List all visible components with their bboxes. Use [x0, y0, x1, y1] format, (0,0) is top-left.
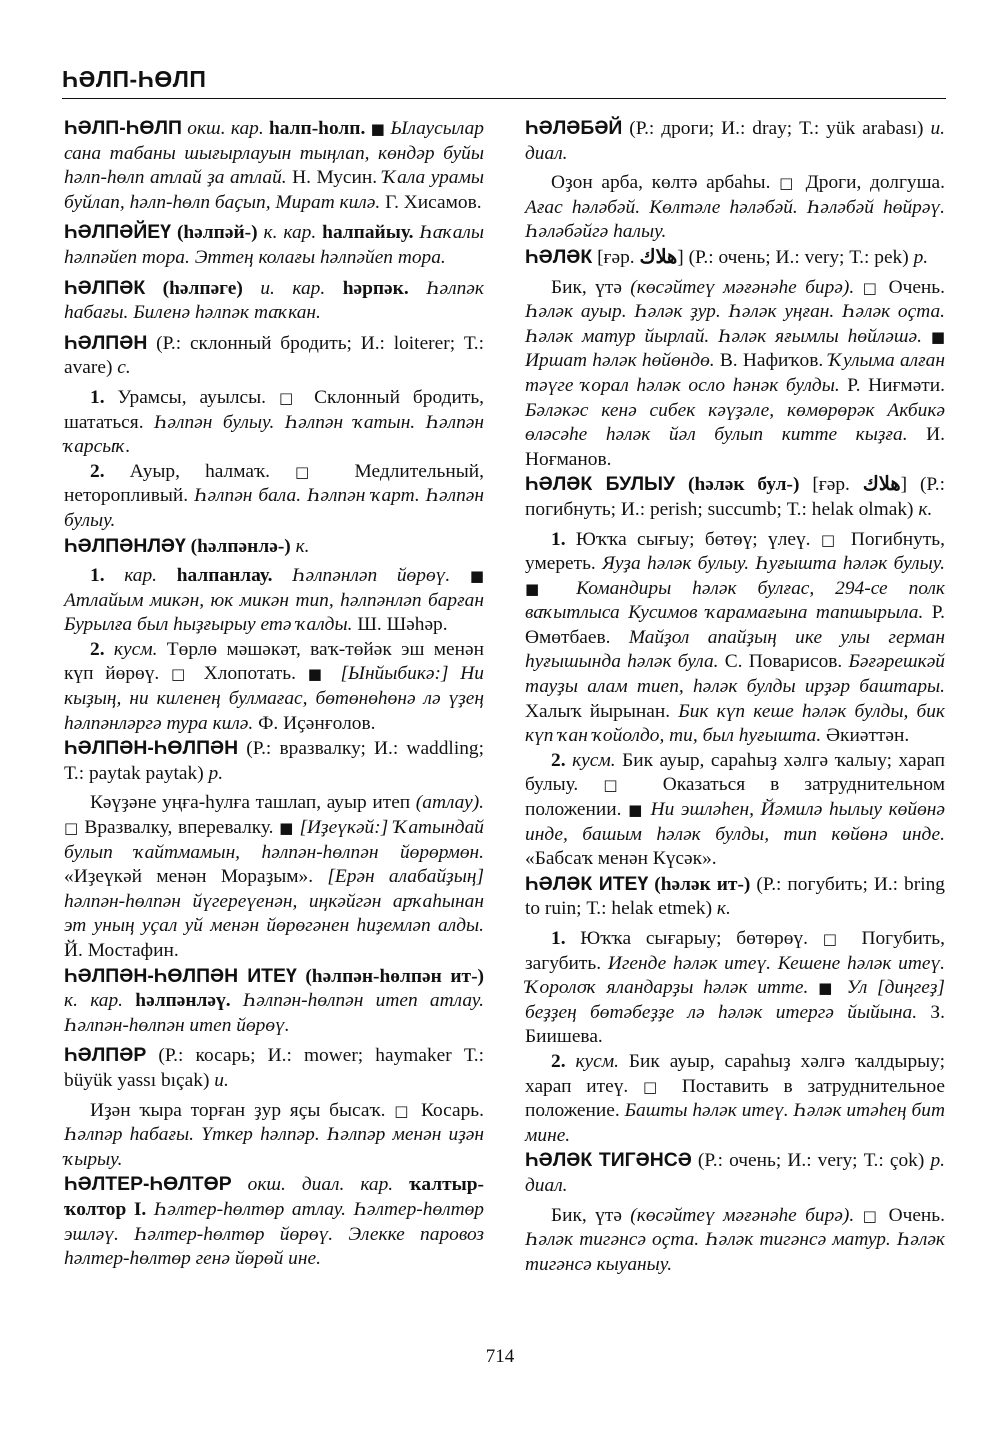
headword: ҺӘЛӘК БУЛЫУ: [525, 473, 676, 496]
dictionary-entry: [525, 472, 945, 522]
entry-text: кусм.: [113, 638, 167, 660]
dictionary-entry: [64, 220, 484, 270]
entry-text: окш. диал. кар.: [231, 1174, 410, 1196]
headword: ҺӘЛП-ҺӨЛП: [64, 117, 182, 139]
entry-text: [Иҙеүкәй:] Ҡатындай булып ҡайтмамын, һәлпән-һөлпән йөрөрмөн.: [64, 817, 484, 863]
entry-text: Дроги, долгуша.: [805, 172, 945, 194]
entry-text: هلاك: [862, 474, 901, 496]
square-marker-icon: □: [820, 530, 851, 549]
entry-text: Бәләкәс кенә сибек кәүҙәле, көмөрөрәк Акбикә өләсәһе һәләк йәл булып китте кыҙға.: [525, 399, 945, 446]
entry-text: С. Поварисов.: [718, 651, 849, 673]
entry-text: Й. Мостафин.: [64, 940, 179, 961]
entry-text: Ф. Иҫәнғолов.: [253, 712, 376, 734]
square-marker-icon: □: [862, 278, 889, 297]
entry-text: [ғәр.: [812, 474, 863, 496]
entry-text: (атлау).: [415, 792, 484, 814]
dictionary-entry: [64, 276, 484, 326]
entry-text: В. Нафиҡов.: [714, 350, 829, 372]
entry-text: һәлпәнләү.: [135, 990, 243, 1012]
sense-paragraph: [64, 386, 484, 460]
entry-text: Ш. Шәһәр.: [352, 614, 448, 636]
entry-text: Кәүҙәне уңға-һулға ташлап, ауыр итеп: [90, 792, 416, 814]
entry-text: [ғәр.: [592, 246, 640, 268]
entry-text: Медлительный, неторопливый.: [64, 460, 484, 507]
entry-text: Ылаусылар сана табаны шығырлауын тыңлап, көндәр буйы һәлп-һөлп атлай ҙа атлай.: [64, 118, 484, 189]
entry-text: к.: [918, 498, 933, 520]
dictionary-entry: [525, 116, 945, 166]
entry-text: Һәлпәр һабағы. Үткер һәлпәр. Һәлпәр менән иҙән ҡырыу.: [64, 1124, 484, 1170]
entry-text: окш. кар.: [181, 118, 270, 139]
entry-text: Һәләк тигәнсә оҫта. Һәләк тигәнсә матур. Һәләк тигәнсә кыуаныу.: [525, 1229, 945, 1275]
entry-text: З. Биишева.: [525, 1001, 945, 1048]
entry-text: Ҡала урамы буйлап, һәлп-һөлп баҫып, Мират килә.: [64, 167, 485, 213]
entry-text: Бик, үтә: [551, 1204, 631, 1226]
entry-text: Командиры һәләк булғас, 294-се полк ваҡытлыса Кусимов ҡарамағына тапшырыла.: [525, 577, 945, 624]
black-square-marker-icon: ■: [818, 979, 847, 998]
entry-text: Оказаться в затруднительном положении.: [525, 774, 945, 821]
entry-text: Иҙән ҡыра торған ҙур яҫы бысаҡ.: [90, 1099, 395, 1121]
entry-text: Р. Ниғмәти.: [839, 374, 946, 396]
entry-text: һалпанлау.: [176, 565, 293, 587]
entry-text: [Ерән алабайҙың] һәлпән-һөлпән йүгереүенән, иңкәйгән арҡаһынан эт уның уҫал уй менән йөрөгәнен һиҙемләп алды.: [64, 866, 485, 937]
entry-text: И. Ноғманов.: [525, 424, 945, 470]
entry-text: р.: [208, 762, 224, 784]
dictionary-entry: [64, 1043, 484, 1093]
square-marker-icon: □: [862, 1206, 889, 1225]
entry-text: هلاك: [639, 246, 678, 268]
page-number: 714: [485, 1346, 515, 1367]
black-square-marker-icon: ■: [930, 327, 945, 346]
entry-text: Һәлпән бала. Һәлпән ҡарт. Һәлпән булыу.: [64, 485, 484, 531]
entry-text: Косарь.: [421, 1099, 484, 1121]
entry-text: Һәлпән-һөлпән итеп атлау. Һәлпән-һөлпән итеп йөрөү.: [64, 990, 484, 1036]
entry-text: р. диал.: [525, 1150, 945, 1196]
dictionary-entry: [64, 1172, 484, 1271]
header-rule: [62, 98, 946, 99]
entry-text: (көсәйтеү мәғәнәһе бирә).: [630, 1204, 863, 1226]
entry-text: Бик ауыр, сараһыҙ хәлгә ҡалыу; харап булыу.: [525, 749, 946, 796]
entry-text: Вразвалку, вперевалку.: [84, 817, 280, 839]
right-column: [525, 116, 945, 1277]
entry-text: 1.: [551, 528, 576, 550]
entry-text: Һәлтер-һөлтөр атлау. Һәлтер-һөлтөр эшләү. Һәлтер-һөлтөр йөрөү. Элекке паровоз һәлтер-һөлтөр генә йөрөй ине.: [64, 1198, 484, 1270]
entry-text: Очень.: [888, 1204, 945, 1226]
entry-text: ] (Р.: очень; И.: very; Т.: pek): [677, 246, 914, 268]
headword: ҺӘЛӘК ТИГӘНСӘ: [525, 1149, 692, 1172]
entry-text: 1.: [551, 928, 581, 949]
dictionary-entry: [64, 964, 484, 1039]
running-head: ҺӘЛП-ҺӨЛП: [62, 66, 207, 92]
sense-paragraph: [525, 1204, 945, 1278]
entry-text: һалпайыу.: [322, 222, 414, 244]
entry-text: Бик ауыр, сараһыҙ хәлгә ҡалдырыу; харап итеү.: [525, 1050, 946, 1097]
entry-text: Һәлпән булыу. Һәлпән ҡатын. Һәлпән ҡарсыҡ.: [64, 411, 485, 458]
headword: ҺӘЛПӘЙЕҮ: [64, 221, 171, 244]
entry-text: һәрпәк.: [342, 277, 427, 299]
entry-text: Н. Мусин.: [286, 167, 383, 189]
entry-text: 1.: [90, 386, 118, 408]
entry-text: «Иҙеүкәй менән Мораҙым».: [64, 866, 328, 888]
headword: ҺӘЛПӘН-ҺӨЛПӘН: [64, 737, 239, 760]
entry-text: 2.: [90, 638, 114, 660]
entry-text: с.: [117, 357, 131, 379]
sense-paragraph: [64, 638, 484, 736]
headword: ҺӘЛПӘН: [64, 331, 148, 354]
entry-text: кусм.: [572, 749, 623, 771]
entry-text: кусм.: [575, 1050, 629, 1072]
entry-text: ҡалтыр-ҡолтор I.: [64, 1174, 484, 1220]
entry-text: Оҙон арба, көлтә арбаһы.: [551, 172, 780, 194]
entry-text: (һәлпән-һөлпән ит-): [296, 965, 484, 987]
entry-text: 2.: [90, 460, 130, 482]
entry-text: «Бабсаҡ менән Күсәк».: [525, 848, 717, 870]
entry-text: 1.: [90, 565, 125, 587]
entry-text: Ауыр, һалмаҡ.: [129, 460, 296, 482]
sense-paragraph: [64, 791, 484, 963]
sense-paragraph: [64, 564, 484, 638]
entry-text: (һәләк бул-): [675, 474, 813, 496]
entry-text: (Р.: погубить; И.: bring to ruin; Т.: helak etmek): [525, 873, 945, 920]
entry-text: Төрлө мәшәкәт, ваҡ-төйәк эш менән күп йөрөү.: [64, 638, 485, 685]
entry-text: (Р.: косарь; И.: mower; haymaker Т.: büyük yassı bıçak): [64, 1045, 484, 1091]
entry-text: Р. Өмөтбаев.: [525, 602, 945, 648]
entry-text: (Р.: очень; И.: very; Т.: çok): [691, 1150, 931, 1172]
entry-text: к. кар.: [263, 222, 323, 244]
headword: ҺӘЛПӘНЛӘҮ: [64, 534, 186, 557]
headword: ҺӘЛПӘР: [64, 1044, 147, 1067]
entry-text: Ни эшләһен, Йәмилә һылыу көйөнә инде, башым һәләк булды, тип көйөнә инде.: [525, 799, 945, 845]
dictionary-entry: [525, 245, 945, 271]
entry-text: Погубить, загубить.: [525, 928, 945, 974]
entry-text: Һәлпәк һабағы. Биленә һәлпәк таҡкан.: [64, 277, 484, 324]
entry-text: (Р.: вразвалку; И.: waddling; Т.: paytak paytak): [64, 738, 484, 784]
entry-text: Поставить в затруднительное положение.: [525, 1075, 945, 1122]
entry-text: 2.: [551, 749, 573, 771]
headword: ҺӘЛӘБӘЙ: [525, 117, 623, 139]
entry-text: к. кар.: [64, 990, 136, 1012]
dictionary-entry: [525, 872, 945, 922]
entry-text: Г. Хисамов.: [380, 191, 482, 213]
entry-text: (Р.: дроги; И.: dray; Т.: yük arabası): [622, 118, 931, 139]
entry-text: Очень.: [888, 276, 945, 298]
entry-text: р.: [913, 246, 929, 268]
entry-text: и.: [214, 1069, 229, 1091]
headword: ҺӘЛӘК ИТЕҮ: [525, 872, 649, 895]
entry-text: (көсәйтеү мәғәнәһе бирә).: [630, 276, 863, 298]
headword: ҺӘЛПӘН-ҺӨЛПӘН ИТЕҮ: [64, 964, 297, 987]
entry-text: 2.: [551, 1050, 576, 1072]
entry-text: Әкиәттән.: [821, 725, 910, 747]
entry-text: Халыҡ йырынан.: [525, 700, 679, 722]
headword: ҺӘЛТЕР-ҺӨЛТӨР: [64, 1173, 232, 1196]
square-marker-icon: □: [394, 1101, 421, 1120]
entry-text: Игенде һәләк итеү. Кешене һәләк итеү. Ҡоролоҡ яландарҙы һәләк итте.: [525, 952, 945, 999]
entry-text: (һәлпәнлә-): [185, 535, 296, 557]
sense-paragraph: [525, 1050, 945, 1148]
square-marker-icon: □: [643, 1077, 682, 1096]
square-marker-icon: □: [295, 462, 355, 481]
entry-text: Һаҡалы һәлпәйеп тора. Эттең колағы һәлпәйеп тора.: [64, 222, 484, 268]
entry-text: Ҡулыма алған тәүге ҡорал һәләк осло һәнәк булды.: [525, 350, 945, 396]
entry-text: Юҡҡа сығыу; бөтөү; үлеү.: [575, 528, 821, 550]
entry-text: [Ынйыбикә:] Ни кыҙың, ни киленең булмағас, бөтөнөһөнә лә үҙең һәлпәнләргә тура килә.: [64, 663, 484, 734]
entry-text: Майҙол апайҙың ике улы герман һуғышында һәләк була.: [525, 626, 945, 673]
entry-text: (Р.: склонный бродить; И.: loiterer; Т.: avare): [64, 332, 484, 379]
entry-text: Бәғәрешкәй тауҙы алам тиеп, һәләк булды ирҙәр баштары.: [525, 651, 945, 698]
square-marker-icon: □: [171, 665, 204, 684]
sense-paragraph: [64, 460, 484, 534]
headword: ҺӘЛПӘК: [64, 276, 146, 299]
entry-text: к.: [716, 898, 731, 920]
entry-text: Погибнуть, умереть.: [525, 528, 945, 575]
dictionary-entry: [64, 736, 484, 786]
entry-text: кар.: [124, 565, 177, 587]
entry-text: Ағас һәләбәй. Көлтәле һәләбәй. Һәләбәй һөйрәү. Һәләбәйгә һалыу.: [525, 196, 945, 243]
entry-text: Иршат һәләк һөйөндө.: [525, 350, 715, 372]
entry-text: Юҡҡа сығарыу; бөтөрөү.: [580, 928, 823, 949]
sense-paragraph: [525, 749, 945, 872]
entry-text: Хлопотать.: [203, 663, 308, 685]
entry-text: Бик, үтә: [551, 276, 631, 298]
entry-text: Бик күп кеше һәләк булды, бик күп ҡан ҡойолдо, ти, был һуғышта.: [525, 700, 945, 747]
entry-text: и. кар.: [260, 277, 343, 299]
square-marker-icon: □: [278, 388, 315, 407]
left-column: [64, 116, 484, 1277]
black-square-marker-icon: ■: [628, 801, 651, 820]
entry-text: Склонный бродить, шататься.: [64, 386, 485, 433]
black-square-marker-icon: ■: [279, 819, 300, 838]
entry-text: Урамсы, ауылсы.: [117, 386, 279, 408]
dictionary-entry: [64, 331, 484, 381]
dictionary-entry: [525, 1148, 945, 1198]
square-marker-icon: □: [779, 174, 806, 193]
black-square-marker-icon: ■: [525, 579, 577, 598]
entry-text: Атлайым микән, юк микән тип, һәлпәнләп барған Бурылға был һыҙғырыу етә ҡалды.: [64, 589, 484, 636]
entry-text: һалп-һолп.: [269, 118, 371, 139]
dictionary-entry: [64, 534, 484, 560]
entry-text: (һәлпәй-): [170, 222, 264, 244]
square-marker-icon: □: [603, 776, 663, 795]
entry-text: Башты һәләк итеү. Һәләк итәһең бит мине.: [525, 1100, 945, 1146]
entry-text: (һәләк ит-): [648, 873, 757, 895]
black-square-marker-icon: ■: [370, 120, 391, 138]
sense-paragraph: [525, 276, 945, 473]
square-marker-icon: □: [64, 819, 85, 838]
headword: ҺӘЛӘК: [525, 245, 593, 268]
sense-paragraph: [525, 171, 945, 245]
entry-text: Һәләк ауыр. Һәләк ҙур. Һәләк уңған. Һәләк оҫта. Һәләк матур йырлай. Һәләк яғымлы һөйләшә.: [525, 301, 945, 347]
entry-text: Ул [диңгеҙ] беҙҙең бөтәбеҙҙе лә һәләк итергә йыйына.: [525, 977, 945, 1023]
sense-paragraph: [525, 528, 945, 749]
square-marker-icon: □: [822, 930, 862, 948]
entry-text: Яуҙа һәләк булыу. Һуғышта һәләк булыу.: [602, 553, 945, 575]
entry-text: к.: [295, 535, 310, 557]
entry-text: и. диал.: [525, 118, 945, 164]
sense-paragraph: [525, 927, 945, 1050]
entry-text: Һәлпәнләп йөрөү.: [292, 565, 470, 587]
entry-text: (һәлпәге): [145, 277, 261, 299]
sense-paragraph: [64, 1099, 484, 1173]
dictionary-entry: [64, 116, 484, 215]
entry-text: ] (Р.: погибнуть; И.: perish; succumb; Т.: helak olmak): [525, 474, 945, 520]
black-square-marker-icon: ■: [307, 665, 341, 684]
black-square-marker-icon: ■: [469, 567, 485, 586]
